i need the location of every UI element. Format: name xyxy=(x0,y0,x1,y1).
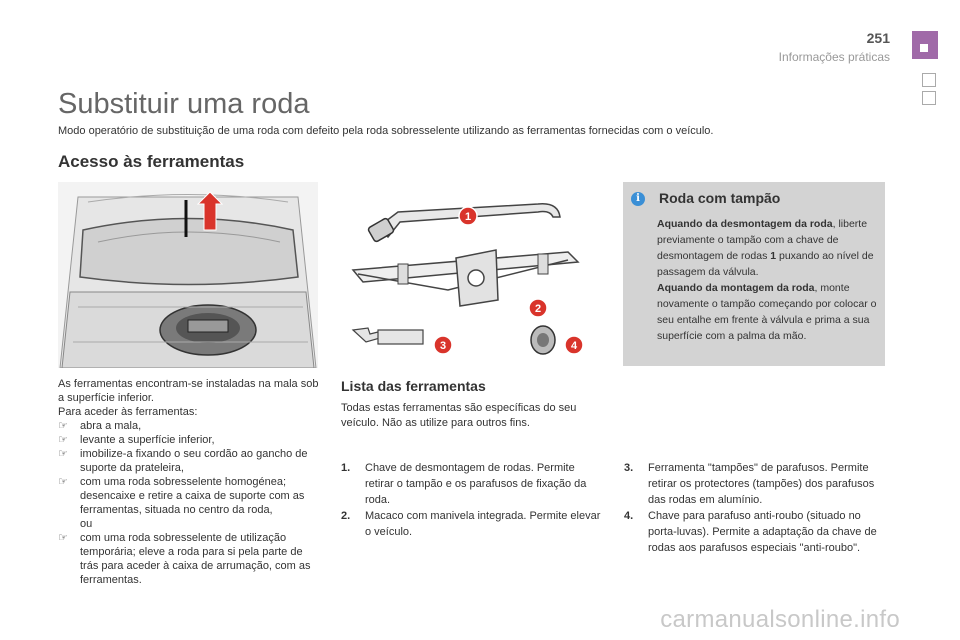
page-subtitle: Modo operatório de substituição de uma roda com defeito pela roda sobresselente utilizando as ferramentas fornecidas com o veículo. xyxy=(58,125,714,137)
item-text: Chave de desmontagem de rodas. Permite retirar o tampão e os parafusos de fixação da roda. xyxy=(365,462,587,506)
tools-heading: Lista das ferramentas xyxy=(341,378,486,394)
info-box xyxy=(623,182,885,366)
info-bold: 1 xyxy=(770,250,777,262)
svg-text:1: 1 xyxy=(464,211,472,223)
svg-text:4: 4 xyxy=(570,340,578,352)
trunk-illustration xyxy=(58,182,318,368)
chapter-tab-icon xyxy=(912,31,938,59)
access-heading: Acesso às ferramentas xyxy=(58,152,245,171)
callout-3 xyxy=(434,336,452,354)
list-item xyxy=(624,508,889,556)
access-intro-2: Para aceder às ferramentas: xyxy=(58,406,198,418)
item-text: Chave para parafuso anti-roubo (situado no porta-luvas). Permite a adaptação da chave de rodas aos parafusos especiais "anti-roubo". xyxy=(648,510,877,554)
tools-illustration xyxy=(338,182,598,368)
access-steps xyxy=(58,419,320,517)
tab-square-icon xyxy=(922,73,936,87)
info-icon: i xyxy=(631,192,645,206)
access-intro: As ferramentas encontram-se instaladas na mala sob a superfície inferior. xyxy=(58,378,319,404)
item-number: 2. xyxy=(341,510,351,522)
section-title: Informações práticas xyxy=(778,50,890,64)
item-number: 3. xyxy=(624,462,634,474)
list-item: ☞ imobilize-a fixando o seu cordão ao gancho de suporte da prateleira, xyxy=(58,447,320,475)
list-item: ☞ com uma roda sobresselente de utilização temporária; eleve a roda para si pela parte de trás para aceder à caixa de arrumação, com as ferramentas. xyxy=(58,531,320,587)
list-item: ☞ com uma roda sobresselente homogénea; desencaixe e retire a caixa de suporte com as ferramentas, situada no centro da roda, xyxy=(58,475,320,517)
item-number: 4. xyxy=(624,510,634,522)
list-item: ☞ levante a superfície inferior, xyxy=(58,433,320,447)
page-title: Substituir uma roda xyxy=(58,88,310,120)
item-number: 1. xyxy=(341,462,351,474)
info-bold: Aquando da montagem da roda xyxy=(657,282,815,294)
info-text: puxando ao nível de passagem da válvula. xyxy=(657,250,874,278)
tools-list-left xyxy=(341,460,606,540)
callout-2 xyxy=(529,299,547,317)
list-item xyxy=(341,508,606,540)
tools-list-right xyxy=(624,460,889,556)
watermark: carmanualsonline.info xyxy=(660,606,900,633)
info-text: , monte novamente o tampão começando por colocar o seu entalhe em frente à válvula e prima a sua superfície com a palma da mão. xyxy=(657,282,877,342)
info-text: , liberte previamente o tampão com a chave de desmontagem de rodas xyxy=(657,218,868,262)
list-item xyxy=(341,460,606,508)
or-text: ou xyxy=(80,518,93,530)
access-instructions xyxy=(58,377,320,587)
svg-text:2: 2 xyxy=(534,303,542,315)
page-number: 251 xyxy=(866,30,890,46)
item-text: Macaco com manivela integrada. Permite elevar o veículo. xyxy=(365,510,601,538)
callout-4 xyxy=(565,336,583,354)
list-item xyxy=(624,460,889,508)
callout-1 xyxy=(459,207,477,225)
list-item: ☞ abra a mala, xyxy=(58,419,320,433)
info-body xyxy=(657,216,877,344)
tab-square-icon xyxy=(922,91,936,105)
info-bold: Aquando da desmontagem da roda xyxy=(657,218,833,230)
tools-intro: Todas estas ferramentas são específicas do seu veículo. Não as utilize para outros fins. xyxy=(341,402,577,429)
info-title: Roda com tampão xyxy=(659,190,781,206)
item-text: Ferramenta "tampões" de parafusos. Permite retirar os protectores (tampões) dos parafusos das rodas em alumínio. xyxy=(648,462,875,506)
access-alt-steps xyxy=(58,531,320,587)
svg-text:3: 3 xyxy=(439,340,447,352)
